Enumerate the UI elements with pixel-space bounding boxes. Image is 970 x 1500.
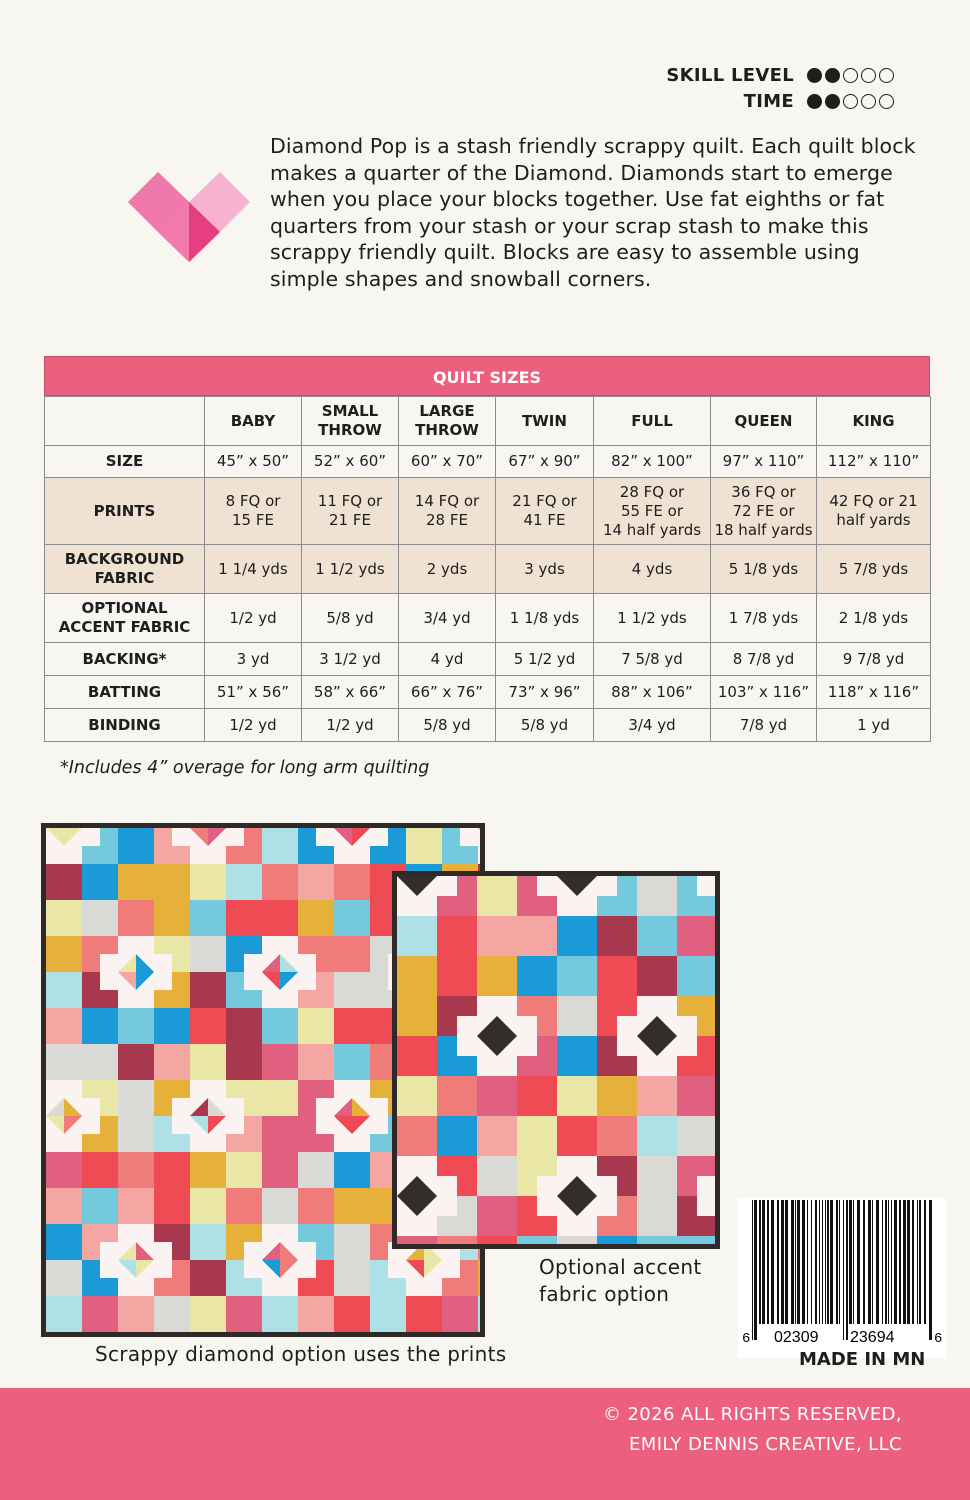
barcode-digit: 02309 <box>774 1329 819 1346</box>
footnote: *Includes 4” overage for long arm quilting <box>60 758 430 778</box>
barcode-bar <box>882 1200 883 1324</box>
cell-text: 73” x 96” <box>508 682 581 701</box>
cell-text: 1 1/8 yds <box>509 608 580 627</box>
cell-text: ACCENT FABRIC <box>58 618 191 636</box>
table-cell <box>594 643 711 676</box>
barcode-bar <box>857 1200 860 1324</box>
cell-text: BATTING <box>87 682 162 701</box>
column-header <box>205 397 302 446</box>
empty-dot <box>861 68 876 83</box>
cell-text: 5 7/8 yds <box>838 559 909 578</box>
cell-text: 21 FQ or <box>512 492 577 510</box>
barcode-bar <box>762 1200 765 1324</box>
barcode-bar <box>863 1200 865 1324</box>
cell-text: 28 FE <box>426 511 468 529</box>
barcode-bar <box>811 1200 812 1324</box>
cell-text: PRINTS <box>93 501 156 520</box>
table-cell <box>205 709 302 742</box>
cell-text: 5/8 yd <box>326 608 374 627</box>
cell-text: 9 7/8 yd <box>842 649 905 668</box>
cell-text: 51” x 56” <box>216 682 290 701</box>
barcode-bar <box>849 1200 852 1324</box>
table-cell <box>594 709 711 742</box>
time-row <box>634 88 894 114</box>
cell-text: 3 1/2 yd <box>319 649 381 668</box>
table-cell <box>817 545 931 594</box>
table-cell <box>817 446 931 478</box>
table-cell <box>302 676 399 709</box>
corner-cell <box>45 397 205 446</box>
cell-text: 5/8 yd <box>423 715 471 734</box>
empty-dot <box>879 94 894 109</box>
cell-text: 1/2 yd <box>326 715 374 734</box>
barcode-bar <box>781 1200 784 1324</box>
cell-text: 28 FQ or <box>619 482 685 501</box>
column-header <box>594 397 711 446</box>
column-header <box>711 397 817 446</box>
cell-text: 72 FE or <box>732 501 795 520</box>
table-cell <box>594 676 711 709</box>
barcode-bar <box>830 1200 833 1324</box>
barcode-bar <box>903 1200 906 1324</box>
table-cell <box>711 446 817 478</box>
cell-text: SMALL <box>321 402 379 420</box>
column-header <box>817 397 931 446</box>
table-cell <box>302 594 399 643</box>
table-row <box>45 545 931 594</box>
copyright-line: © 2026 ALL RIGHTS RESERVED, <box>602 1404 902 1425</box>
barcode-bar <box>912 1200 914 1324</box>
table-cell <box>302 478 399 545</box>
cell-text: 118” x 116” <box>827 682 920 701</box>
table-cell <box>399 545 496 594</box>
table-cell <box>205 478 302 545</box>
table-cell <box>205 676 302 709</box>
cell-text: 3 yds <box>524 559 565 578</box>
barcode-digit: 6 <box>934 1331 943 1347</box>
row-header <box>45 478 205 545</box>
barcode-bar <box>843 1200 844 1340</box>
barcode-bar <box>836 1200 838 1324</box>
barcode-digit: 23694 <box>850 1329 895 1346</box>
table-cell <box>594 594 711 643</box>
upc-barcode <box>738 1198 946 1358</box>
cell-text: FABRIC <box>94 569 155 587</box>
row-header <box>45 594 205 643</box>
table-row <box>45 709 931 742</box>
table-cell <box>594 478 711 545</box>
barcode-bar <box>885 1200 887 1324</box>
table-cell <box>205 446 302 478</box>
empty-dot <box>861 94 876 109</box>
barcode-bar <box>759 1200 761 1324</box>
copyright-line: EMILY DENNIS CREATIVE, LLC <box>628 1434 902 1455</box>
cell-text: BABY <box>230 411 276 430</box>
table-cell <box>302 643 399 676</box>
barcode-bar <box>825 1200 826 1324</box>
empty-dot <box>879 68 894 83</box>
cell-text: 1 1/2 yds <box>617 608 687 627</box>
table-cell <box>496 676 594 709</box>
table-cell <box>399 478 496 545</box>
cell-text: 18 half yards <box>714 520 813 539</box>
cell-text: 7 5/8 yd <box>621 649 683 668</box>
cell-text: 3 yd <box>236 649 270 668</box>
barcode-bar <box>868 1200 871 1324</box>
barcode-bar <box>785 1200 788 1324</box>
table-cell <box>496 545 594 594</box>
barcode-bar <box>791 1200 794 1324</box>
table-cell <box>817 709 931 742</box>
filled-dot <box>825 68 840 83</box>
requirements-table <box>44 396 931 742</box>
barcode-bar <box>777 1200 779 1324</box>
table-row <box>45 478 931 545</box>
table-cell <box>496 446 594 478</box>
table-cell <box>711 478 817 545</box>
barcode-bar <box>815 1200 817 1324</box>
cell-text: THROW <box>415 421 479 439</box>
table-cell <box>711 643 817 676</box>
cell-text: BINDING <box>88 715 161 734</box>
cell-text: 15 FE <box>232 511 274 529</box>
cell-text: 8 7/8 yd <box>732 649 795 668</box>
table-cell <box>399 676 496 709</box>
barcode-bar <box>846 1200 848 1340</box>
empty-dot <box>843 94 858 109</box>
cell-text: 67” x 90” <box>508 452 581 470</box>
filled-dot <box>825 94 840 109</box>
table-cell <box>594 446 711 478</box>
cell-text: 82” x 100” <box>611 452 693 470</box>
table-cell <box>496 478 594 545</box>
barcode-bar <box>917 1200 918 1324</box>
table-cell <box>817 478 931 545</box>
cell-text: 4 yd <box>430 649 464 668</box>
cell-text: 66” x 76” <box>410 682 484 701</box>
table-cell <box>399 643 496 676</box>
cell-text: 112” x 110” <box>827 452 920 470</box>
cell-text: 45” x 50” <box>216 452 290 470</box>
barcode-bar <box>894 1200 897 1324</box>
difficulty-indicators <box>634 62 894 114</box>
cell-text: 8 FQ or <box>225 492 281 510</box>
cell-text: 21 FE <box>329 511 371 529</box>
cell-text: 1/2 yd <box>229 715 277 734</box>
table-body <box>45 446 931 742</box>
barcode-bar <box>888 1200 889 1324</box>
cell-text: 1 1/2 yds <box>315 559 385 578</box>
skill-level-label: SKILL LEVEL <box>666 64 794 86</box>
table-cell <box>205 643 302 676</box>
heart-diamond-icon <box>128 172 250 262</box>
filled-dot <box>807 68 822 83</box>
table-cell <box>711 545 817 594</box>
table-cell <box>302 709 399 742</box>
cell-text: 97” x 110” <box>722 452 805 470</box>
column-header-row <box>45 397 931 446</box>
barcode-bar <box>819 1200 820 1324</box>
cell-text: 11 FQ or <box>317 492 383 510</box>
cell-text: SIZE <box>105 452 144 470</box>
table-cell <box>399 446 496 478</box>
table-cell <box>205 594 302 643</box>
cell-text: 4 yds <box>631 559 673 578</box>
cell-text: TWIN <box>522 411 567 430</box>
barcode-bar <box>929 1200 932 1340</box>
table-cell <box>817 594 931 643</box>
cell-text: 3/4 yd <box>628 715 676 734</box>
cell-text: LARGE <box>419 402 475 420</box>
accent-quilt-pattern <box>397 876 715 1244</box>
table-cell <box>496 709 594 742</box>
cell-text: 2 1/8 yds <box>838 608 909 627</box>
time-dots <box>804 94 894 109</box>
barcode-bar <box>907 1200 910 1324</box>
cell-text: 5 1/2 yd <box>513 649 576 668</box>
barcode-bar <box>754 1200 757 1340</box>
barcode-bar <box>822 1200 823 1324</box>
cell-text: OPTIONAL <box>81 599 168 617</box>
cell-text: BACKGROUND <box>64 550 185 568</box>
cell-text: 55 FE or <box>620 501 684 520</box>
cell-text: BACKING* <box>82 649 167 668</box>
table-cell <box>711 709 817 742</box>
cell-text: 1 1/4 yds <box>218 559 288 578</box>
accent-caption-line: fabric option <box>539 1281 670 1306</box>
empty-dot <box>843 68 858 83</box>
barcode-bar <box>853 1200 854 1324</box>
cell-text: 5/8 yd <box>520 715 569 734</box>
scrappy-caption: Scrappy diamond option uses the prints <box>95 1342 507 1366</box>
table-cell <box>399 594 496 643</box>
barcode-bar <box>827 1200 829 1324</box>
barcode-bar <box>767 1200 769 1324</box>
cell-text: QUEEN <box>734 411 793 430</box>
cell-text: 36 FQ or <box>731 482 796 501</box>
cell-text: KING <box>852 411 895 430</box>
table-row <box>45 594 931 643</box>
table-cell <box>302 446 399 478</box>
cell-text: 103” x 116” <box>717 682 810 701</box>
cell-text: 88” x 106” <box>611 682 693 701</box>
barcode-digit: 6 <box>742 1331 751 1347</box>
cell-text: 1/2 yd <box>229 608 277 627</box>
skill-level-dots <box>804 68 894 83</box>
filled-dot <box>807 94 822 109</box>
barcode-bar <box>752 1200 753 1340</box>
skill-level-row <box>634 62 894 88</box>
table-row <box>45 446 931 478</box>
cell-text: FULL <box>631 411 673 430</box>
made-in-label: MADE IN MN <box>799 1349 926 1370</box>
cell-text: 7/8 yd <box>739 715 788 734</box>
barcode-bar <box>802 1200 805 1324</box>
column-header <box>302 397 399 446</box>
pattern-description: Diamond Pop is a stash friendly scrappy quilt. Each quilt block makes a quarter of the Diamond. Diamonds start to emerge when you place your blocks together. Use fat eighths or fat quarters from your stash or your scrap stash to make this scrappy friendly quilt. Blocks are easy to assemble using simple shapes and snowball corners. <box>270 134 916 291</box>
row-header <box>45 643 205 676</box>
quilt-sizes-table <box>44 356 930 742</box>
table-cell <box>711 676 817 709</box>
copyright <box>603 1400 902 1460</box>
table-cell <box>496 594 594 643</box>
cell-text: 42 FQ or 21 <box>829 492 918 510</box>
barcode-bar <box>924 1200 926 1324</box>
table-cell <box>817 676 931 709</box>
table-row <box>45 676 931 709</box>
barcode-bar <box>891 1200 892 1324</box>
table-cell <box>205 545 302 594</box>
column-header <box>496 397 594 446</box>
barcode-bar <box>876 1200 879 1324</box>
table-cell <box>399 709 496 742</box>
barcode-bar <box>771 1200 774 1324</box>
cell-text: 41 FE <box>523 511 566 529</box>
cell-text: 1 7/8 yds <box>728 608 799 627</box>
row-header <box>45 709 205 742</box>
table-cell <box>496 643 594 676</box>
cell-text: half yards <box>836 511 911 529</box>
column-header <box>399 397 496 446</box>
cell-text: 60” x 70” <box>410 452 484 470</box>
table-cell <box>817 643 931 676</box>
cell-text: 5 1/8 yds <box>728 559 799 578</box>
accent-caption <box>539 1254 739 1307</box>
barcode-bar <box>839 1200 840 1324</box>
cell-text: 14 half yards <box>602 520 702 539</box>
cell-text: 58” x 66” <box>313 682 387 701</box>
table-cell <box>302 545 399 594</box>
table-title: QUILT SIZES <box>44 356 930 396</box>
barcode-bar <box>797 1200 800 1324</box>
cell-text: 1 yd <box>857 715 890 734</box>
barcode-bar <box>795 1200 796 1324</box>
accent-quilt-image <box>392 871 720 1249</box>
cell-text: THROW <box>318 421 382 439</box>
time-label: TIME <box>743 90 794 112</box>
row-header <box>45 446 205 478</box>
cell-text: 52” x 60” <box>313 452 387 470</box>
barcode-bar <box>872 1200 873 1324</box>
cell-text: 2 yds <box>426 559 468 578</box>
barcode-bar <box>807 1200 808 1324</box>
row-header <box>45 545 205 594</box>
cell-text: 14 FQ or <box>414 492 480 510</box>
barcode-bar <box>919 1200 921 1324</box>
row-header <box>45 676 205 709</box>
barcode-bar <box>899 1200 901 1324</box>
cell-text: 3/4 yd <box>423 608 471 627</box>
accent-caption-line: Optional accent <box>539 1255 702 1279</box>
table-cell <box>711 594 817 643</box>
table-row <box>45 643 931 676</box>
table-cell <box>594 545 711 594</box>
